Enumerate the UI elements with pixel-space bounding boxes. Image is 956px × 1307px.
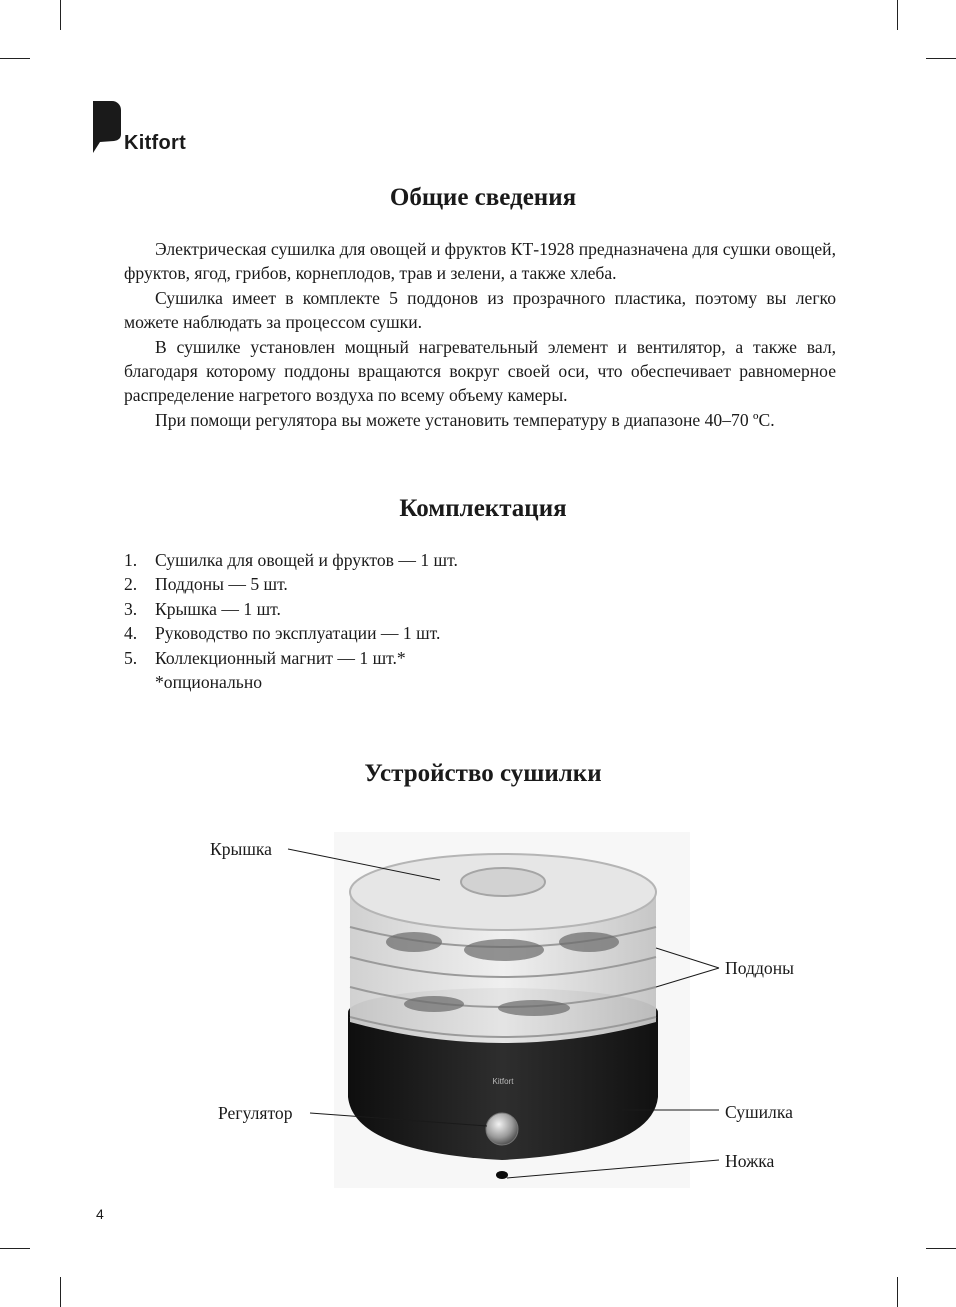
section-title-contents: Комплектация	[399, 495, 567, 522]
label-trays: Поддоны	[725, 958, 794, 978]
optional-note: *опционально	[155, 672, 263, 692]
brand-logo-text: Kitfort	[124, 132, 187, 154]
list-item: 3. Крышка — 1 шт.	[124, 598, 281, 619]
label-regulator: Регулятор	[218, 1103, 293, 1123]
list-item: 2. Поддоны — 5 шт.	[124, 574, 288, 595]
section-title-device: Устройство сушилки	[364, 760, 602, 787]
paragraph: При помощи регулятора вы можете установить температуру в диапазоне 40–70 ºC.	[155, 409, 775, 430]
device-brand: Kitfort	[492, 1077, 514, 1086]
paragraph: Электрическая сушилка для овощей и фруктов КТ-1928 предназначена для сушки овощей, фруктов, ягод, грибов, корнеплодов, трав и зелени, а также хлеба.	[124, 239, 836, 284]
label-lid: Крышка	[210, 839, 272, 859]
list-item: 4. Руководство по эксплуатации — 1 шт.	[124, 623, 441, 644]
section-title-general: Общие сведения	[389, 184, 577, 211]
list-item: 1. Сушилка для овощей и фруктов — 1 шт.	[124, 550, 458, 570]
label-foot: Ножка	[725, 1151, 775, 1171]
page-number: 4	[96, 1206, 104, 1222]
paragraph: В сушилке установлен мощный нагревательный элемент и вентилятор, а также вал, благодаря которому поддоны вращаются вокруг своей оси, что обеспечивает равномерное распределение нагретого воздуха по всему объему камеры.	[124, 336, 836, 406]
paragraph: Сушилка имеет в комплекте 5 поддонов из прозрачного пластика, поэтому вы легко можете наблюдать за процессом сушки.	[124, 287, 836, 333]
label-dryer: Сушилка	[725, 1102, 793, 1122]
list-item: 5. Коллекционный магнит — 1 шт.*	[124, 647, 406, 668]
